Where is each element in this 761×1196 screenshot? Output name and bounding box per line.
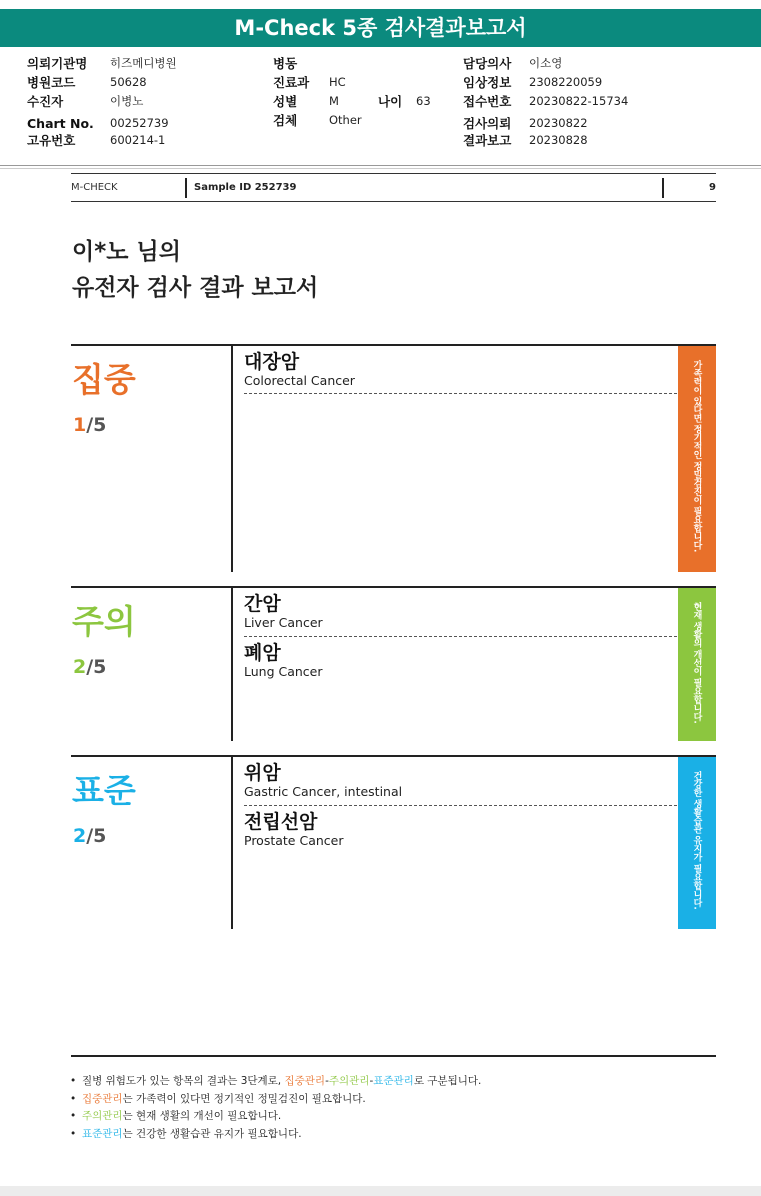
info-label: 수진자 [27, 94, 64, 109]
bullet: • [70, 1110, 77, 1122]
info-value: 이소영 [529, 56, 563, 70]
info-label: 고유번호 [27, 133, 76, 148]
note-row [70, 1108, 481, 1126]
list-item [244, 642, 677, 680]
note-row [70, 1126, 481, 1144]
divider [71, 1055, 716, 1057]
item-ko: 간암 [244, 593, 281, 615]
divider [0, 168, 761, 169]
page-header [71, 173, 716, 202]
list-item [244, 811, 677, 849]
divider [662, 178, 664, 198]
section-count [73, 414, 106, 436]
info-label: 결과보고 [463, 133, 512, 148]
count-num: 1 [73, 414, 87, 436]
item-en: Lung Cancer [244, 664, 323, 679]
note-sep: - [325, 1075, 329, 1087]
side-text: 건강한 생활습관 유지가 필요합니다. [691, 771, 702, 910]
info-label: 병원코드 [27, 75, 76, 90]
item-ko: 대장암 [244, 351, 300, 373]
divider [185, 178, 187, 198]
age-label: 나이 [378, 94, 403, 109]
divider [0, 165, 761, 166]
side-banner [678, 346, 716, 572]
info-value: HC [329, 75, 346, 89]
note-sep: - [369, 1075, 374, 1087]
note-text: 는 현재 생활의 개선이 필요합니다. [122, 1110, 282, 1122]
info-value: Other [329, 113, 362, 127]
item-ko: 폐암 [244, 642, 281, 664]
note-key-focus: 집중관리 [82, 1092, 123, 1105]
count-num: 2 [73, 825, 87, 847]
divider [244, 636, 677, 637]
age-value: 63 [416, 94, 431, 108]
info-value: 2308220059 [529, 75, 603, 89]
info-value: 600214-1 [110, 133, 166, 147]
patient-info [0, 54, 761, 159]
title-line-2: 유전자 검사 결과 보고서 [72, 275, 319, 301]
item-en: Gastric Cancer, intestinal [244, 784, 403, 799]
item-en: Prostate Cancer [244, 833, 344, 848]
item-ko: 전립선암 [244, 811, 318, 833]
info-label: Chart No. [27, 116, 94, 131]
info-label: 병동 [273, 56, 298, 71]
info-label: 담당의사 [463, 56, 512, 71]
list-item [244, 593, 677, 631]
info-value: M [329, 94, 339, 108]
section-focus [71, 344, 716, 574]
bullet: • [70, 1075, 77, 1087]
item-en: Liver Cancer [244, 615, 323, 630]
bullet: • [70, 1092, 77, 1105]
section-label: 주의 [72, 602, 136, 641]
section-label: 집중 [72, 360, 136, 399]
note-row [70, 1073, 481, 1091]
side-banner [678, 757, 716, 929]
page-title [72, 234, 318, 306]
page-number: 9 [709, 182, 716, 193]
note-key-standard: 표준관리 [373, 1075, 414, 1087]
info-value: 00252739 [110, 116, 169, 130]
info-label: 검체 [273, 113, 298, 128]
note-text: 로 구분됩니다. [413, 1075, 482, 1087]
note-row [70, 1091, 481, 1109]
item-en: Colorectal Cancer [244, 373, 355, 388]
section-count [73, 825, 106, 847]
side-banner [678, 588, 716, 741]
info-value: 이병노 [110, 94, 144, 108]
section-standard [71, 755, 716, 931]
side-text: 현재 생활의 개선이 필요합니다. [691, 602, 702, 724]
divider [231, 346, 233, 572]
count-num: 2 [73, 656, 87, 678]
note-text: 는 가족력이 있다면 정기적인 정밀검진이 필요합니다. [122, 1092, 366, 1105]
info-label: 의뢰기관명 [27, 56, 88, 71]
section-caution [71, 586, 716, 743]
info-value: 20230822 [529, 116, 588, 130]
note-key-focus: 집중관리 [284, 1075, 326, 1087]
report-title: M-Check 5종 검사결과보고서 [0, 9, 761, 47]
count-den: /5 [86, 656, 107, 678]
info-value: 20230822-15734 [529, 94, 629, 108]
title-line-1: 이*노 님의 [72, 239, 181, 265]
note-key-caution: 주의관리 [82, 1110, 123, 1122]
item-ko: 위암 [244, 762, 281, 784]
info-label: 임상정보 [463, 75, 512, 90]
brand-label: M-CHECK [71, 182, 118, 193]
note-text: 질병 위험도가 있는 항목의 결과는 3단계로, [82, 1075, 285, 1087]
legend-notes [70, 1073, 481, 1143]
divider [244, 393, 677, 394]
sample-id: Sample ID 252739 [194, 182, 297, 193]
list-item [244, 351, 677, 389]
section-count [73, 656, 106, 678]
side-text: 가족력이 있다면 정기적인 정밀검진이 필요합니다. [691, 360, 702, 552]
list-item [244, 762, 677, 800]
bullet: • [70, 1127, 77, 1140]
info-label: 검사의뢰 [463, 116, 512, 131]
info-label: 접수번호 [463, 94, 512, 109]
section-label: 표준 [72, 771, 136, 810]
count-den: /5 [86, 825, 107, 847]
page-bottom-gap [0, 1186, 761, 1196]
info-value: 50628 [110, 75, 147, 89]
note-key-standard: 표준관리 [82, 1127, 123, 1140]
info-value: 히즈메디병원 [110, 56, 177, 70]
note-text: 는 건강한 생활습관 유지가 필요합니다. [122, 1127, 302, 1140]
divider [231, 757, 233, 929]
count-den: /5 [86, 414, 107, 436]
info-value: 20230828 [529, 133, 588, 147]
divider [231, 588, 233, 741]
info-label: 성별 [273, 94, 298, 109]
divider [244, 805, 677, 806]
note-key-caution: 주의관리 [328, 1075, 370, 1087]
info-label: 진료과 [273, 75, 310, 90]
